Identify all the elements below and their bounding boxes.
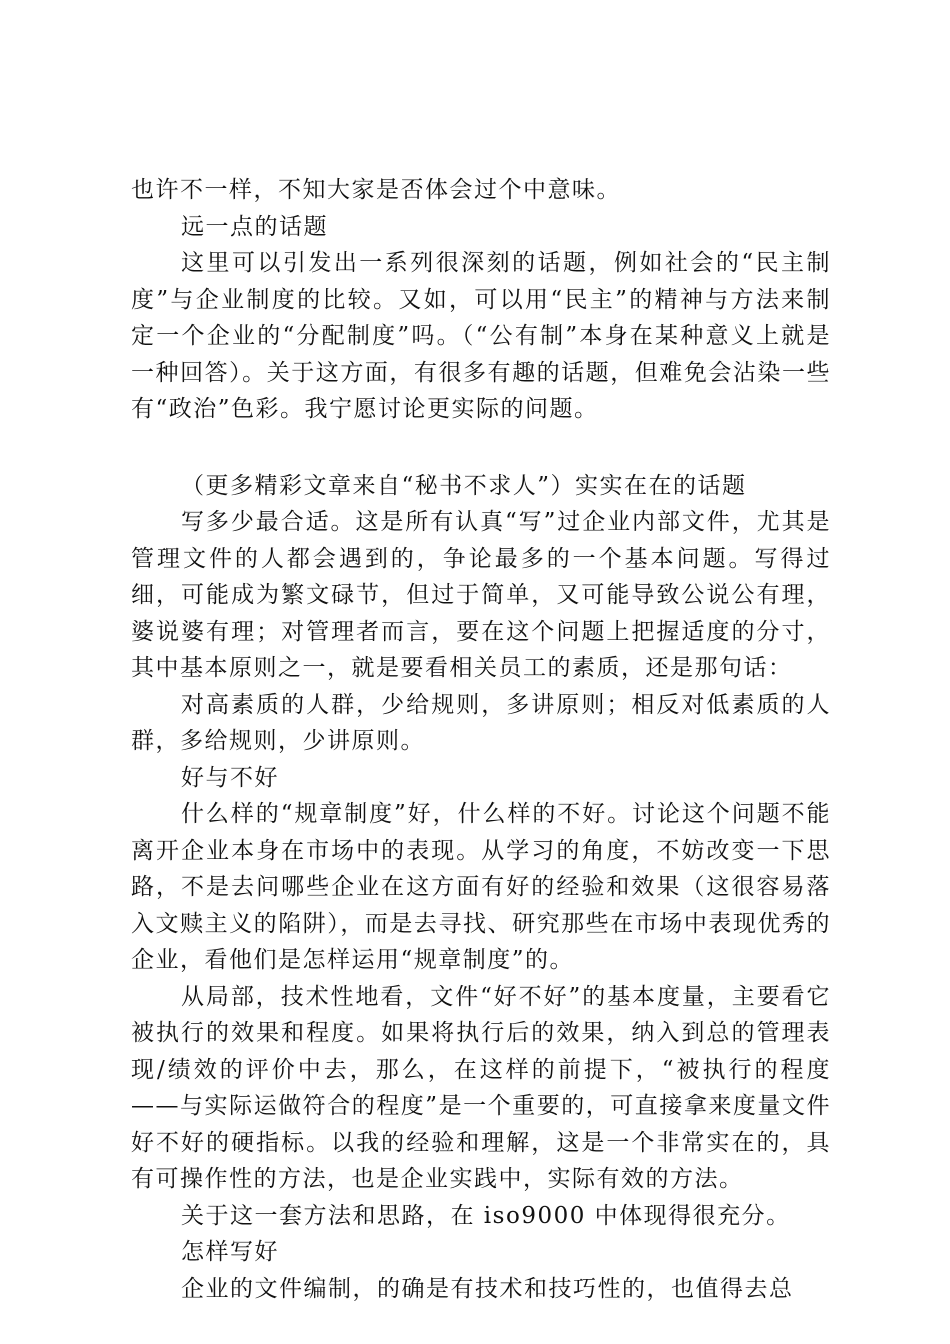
paragraph-rules-principles: 对高素质的人群，少给规则，多讲原则；相反对低素质的人群，多给规则，少讲原则。 [131, 691, 831, 754]
paragraph-how-much-to-write: 写多少最合适。这是所有认真“写”过企业内部文件，尤其是管理文件的人都会遇到的，争论最多的一个基本问题。写得过细，可能成为繁文碌节，但过于简单，又可能导致公说公有理，婆说婆有理；对管理者而言，要在这个问题上把握适度的分寸，其中基本原则之一，就是要看相关员工的素质，还是那句话： [131, 509, 831, 681]
paragraph-continuation: 也许不一样，不知大家是否体会过个中意味。 [131, 177, 621, 203]
paragraph-gap [131, 428, 831, 468]
heading-distant-topic: 远一点的话题 [181, 213, 328, 240]
paragraph-market-performance: 什么样的“规章制度”好，什么样的不好。讨论这个问题不能离开企业本身在市场中的表现。从学习的角度，不妨改变一下思路，不是去问哪些企业在这方面有好的经验和效果（这很容易落入文赎主义的陷阱），而是去寻找、研究那些在市场中表现优秀的企业，看他们是怎样运用“规章制度”的。 [131, 801, 831, 973]
heading-practical-topic: （更多精彩文章来自“秘书不求人”）实实在在的话题 [181, 472, 747, 499]
paragraph-democracy-topic: 这里可以引发出一系列很深刻的话题，例如社会的“民主制度”与企业制度的比较。又如，可以用“民主”的精神与方法来制定一个企业的“分配制度”吗。（“公有制”本身在某种意义上就是一种回答）。关于这方面，有很多有趣的话题，但难免会沾染一些有“政治”色彩。我宁愿讨论更实际的问题。 [131, 250, 831, 422]
document-page [131, 172, 831, 1307]
paragraph-execution-measure: 从局部，技术性地看，文件“好不好”的基本度量，主要看它被执行的效果和程度。如果将执行后的效果，纳入到总的管理表现/绩效的评价中去，那么，在这样的前提下，“被执行的程度——与实际运做符合的程度”是一个重要的，可直接拿来度量文件好不好的硬指标。以我的经验和理解，这是一个非常实在的，具有可操作性的方法，也是企业实践中，实际有效的方法。 [131, 983, 831, 1192]
paragraph-iso9000: 关于这一套方法和思路，在 iso9000 中体现得很充分。 [181, 1202, 791, 1229]
heading-good-and-bad: 好与不好 [181, 764, 279, 791]
heading-how-to-write-well: 怎样写好 [181, 1239, 279, 1265]
paragraph-document-compilation: 企业的文件编制，的确是有技术和技巧性的，也值得去总 [181, 1275, 794, 1302]
